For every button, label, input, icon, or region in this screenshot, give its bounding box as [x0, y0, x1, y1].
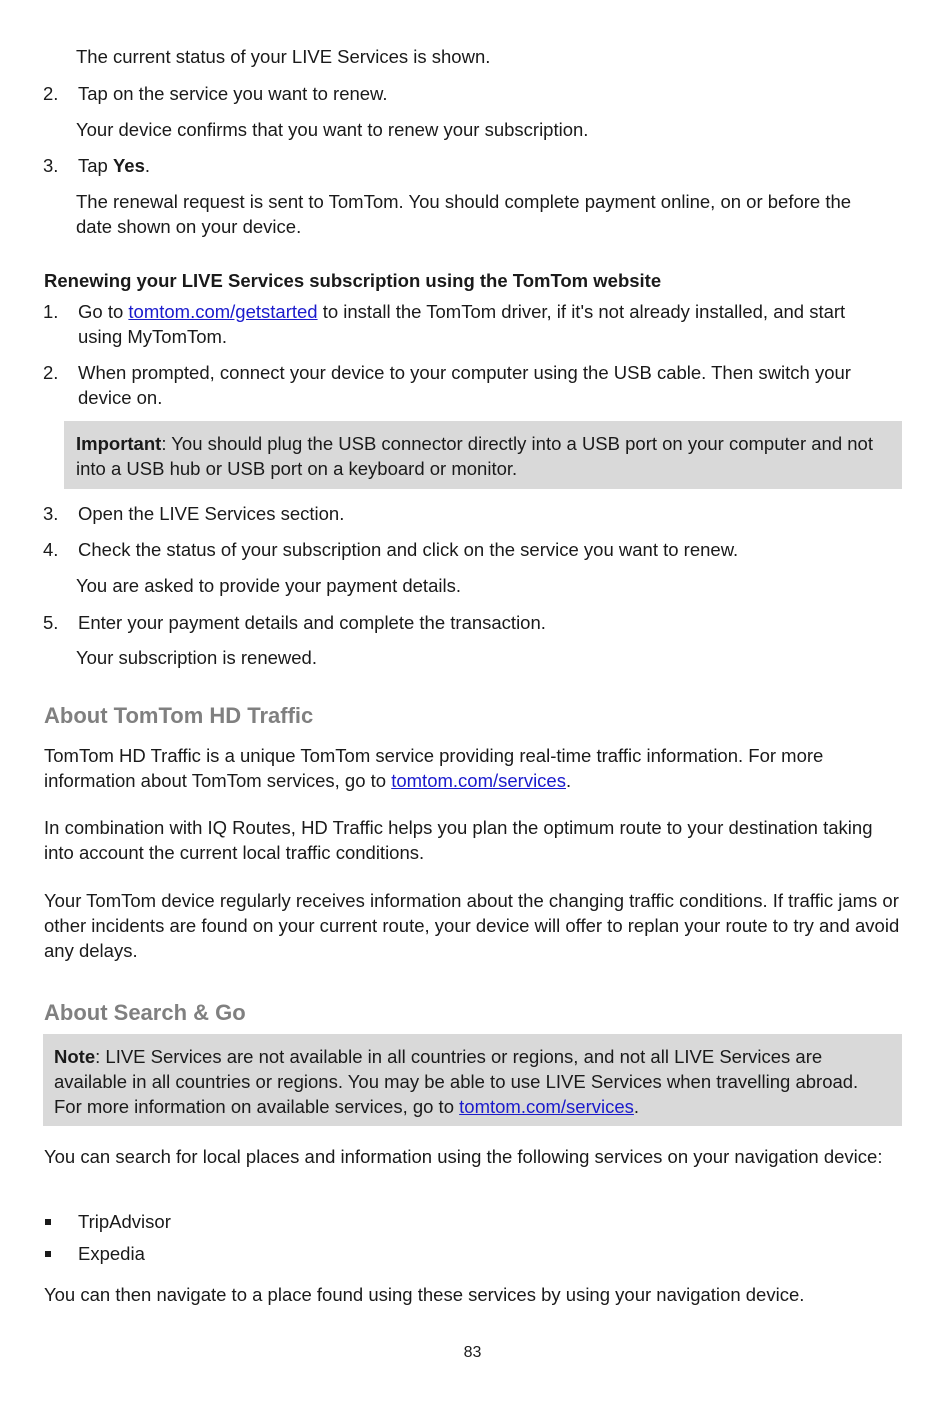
step-text: Check the status of your subscription and click on the service you want to renew.: [78, 539, 739, 560]
step-followup: The renewal request is sent to TomTom. You should complete payment online, on or before the date shown on your device.: [76, 191, 852, 237]
step-text: Tap on the service you want to renew.: [78, 83, 388, 104]
section-heading-hd-traffic: About TomTom HD Traffic: [44, 703, 314, 728]
important-note-text: [76, 431, 886, 481]
paragraph: Your TomTom device regularly receives information about the changing traffic conditions. If traffic jams or other incidents are found on your current route, your device will offer to replan your route to try and avoid any delays.: [44, 890, 900, 961]
list-item: Expedia: [78, 1243, 145, 1264]
step-followup: Your subscription is renewed.: [76, 647, 317, 668]
step-text-suffix: to install the TomTom driver, if it's not already installed, and start using MyTomTom.: [78, 301, 846, 347]
step-text: [78, 299, 878, 349]
important-note-box: [64, 421, 902, 489]
step-text: Open the LIVE Services section.: [78, 503, 345, 524]
services-link[interactable]: tomtom.com/services: [459, 1096, 634, 1117]
section-subheading: Renewing your LIVE Services subscription using the TomTom website: [44, 270, 662, 291]
page-number: 83: [463, 1344, 482, 1361]
getstarted-link[interactable]: tomtom.com/getstarted: [128, 301, 318, 322]
yes-label: Yes: [112, 155, 145, 176]
important-label: Important: [76, 433, 162, 454]
status-text: The current status of your LIVE Services is shown.: [76, 46, 491, 67]
note-text: [54, 1044, 869, 1119]
paragraph: [44, 743, 899, 793]
step-number: 3.: [43, 503, 59, 524]
step-text: When prompted, connect your device to your computer using the USB cable. Then switch your device on.: [78, 362, 851, 408]
step-number: 1.: [43, 301, 59, 322]
bullet-icon: [45, 1219, 51, 1225]
note-body: : LIVE Services are not available in all countries or regions, and not all LIVE Services are available in all countries or regions. You may be able to use LIVE Services when travelling abroad. For more information on available services, go to: [54, 1046, 859, 1117]
paragraph: You can search for local places and information using the following services on your navigation device:: [44, 1146, 883, 1167]
step-text: Enter your payment details and complete the transaction.: [78, 612, 546, 633]
step-text-suffix: .: [144, 155, 151, 176]
services-link[interactable]: tomtom.com/services: [391, 770, 566, 791]
paragraph: In combination with IQ Routes, HD Traffic helps you plan the optimum route to your destination taking into account the current local traffic conditions.: [44, 817, 873, 863]
important-body: : You should plug the USB connector directly into a USB port on your computer and not into a USB hub or USB port on a keyboard or monitor.: [76, 433, 873, 479]
step-number: 3.: [43, 155, 59, 176]
note-label: Note: [54, 1046, 96, 1067]
step-text: [78, 153, 898, 178]
paragraph-prefix: TomTom HD Traffic is a unique TomTom service providing real-time traffic information. For more information about TomTom services, go to: [44, 745, 824, 791]
paragraph-suffix: .: [565, 770, 572, 791]
step-number: 2.: [43, 83, 59, 104]
step-followup: You are asked to provide your payment details.: [76, 575, 461, 596]
step-text-prefix: Tap: [78, 155, 113, 176]
section-heading-search-go: About Search & Go: [44, 1000, 246, 1025]
step-followup: Your device confirms that you want to renew your subscription.: [76, 119, 589, 140]
step-text-prefix: Go to: [78, 301, 129, 322]
note-suffix: .: [633, 1096, 640, 1117]
step-number: 5.: [43, 612, 59, 633]
step-number: 4.: [43, 539, 59, 560]
step-number: 2.: [43, 362, 59, 383]
paragraph: You can then navigate to a place found using these services by using your navigation device.: [44, 1284, 805, 1305]
note-box: [43, 1034, 902, 1126]
list-item: TripAdvisor: [78, 1211, 171, 1232]
bullet-icon: [45, 1251, 51, 1257]
